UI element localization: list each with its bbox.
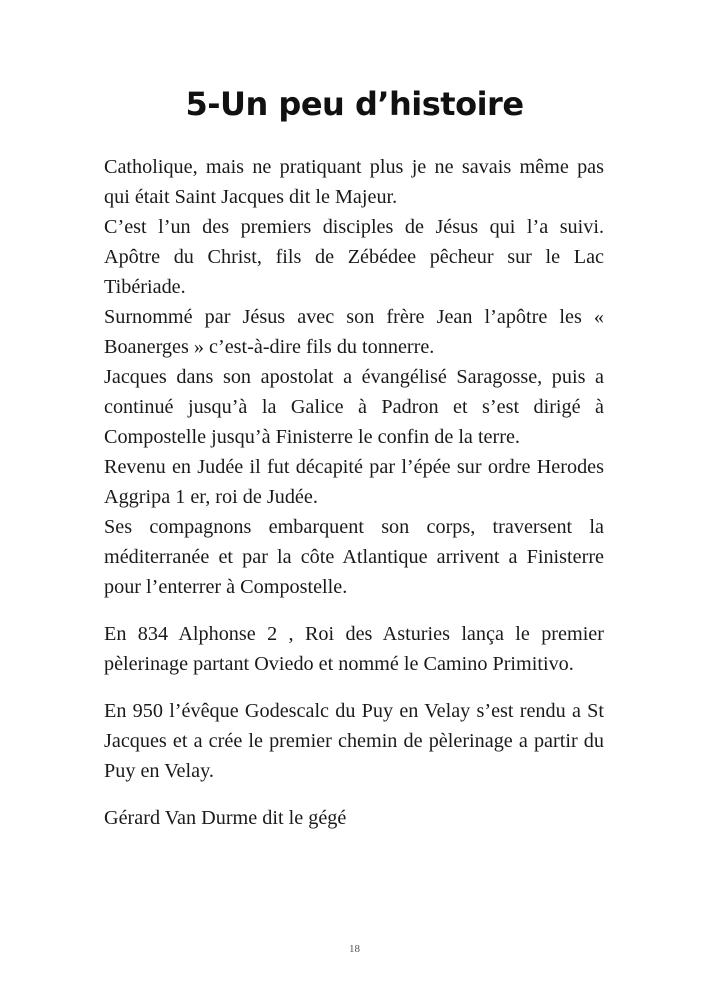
paragraph-intro: Catholique, mais ne pratiquant plus je ne savais même pas qui était Saint Jacques dit le Majeur. (104, 156, 604, 208)
paragraph-950: En 950 l’évêque Godescalc du Puy en Velay s’est rendu a St Jacques et a crée le premier chemin de pèlerinage a partir du Puy en Velay. (104, 700, 604, 782)
paragraph-apostolat: Jacques dans son apostolat a évangélisé Saragosse, puis a continué jusqu’à la Galice à Padron et s’est dirigé à Compostelle jusqu’à Finisterre le confin de la terre. (104, 366, 604, 448)
paragraph-boanerges: Surnommé par Jésus avec son frère Jean l’apôtre les « Boanerges » c’est-à-dire fils du tonnerre. (104, 306, 604, 358)
paragraph-signature: Gérard Van Durme dit le gégé (104, 807, 347, 829)
body-text (104, 152, 604, 833)
paragraph-834: En 834 Alphonse 2 , Roi des Asturies lança le premier pèlerinage partant Oviedo et nommé le Camino Primitivo. (104, 623, 604, 675)
page-number: 18 (349, 943, 360, 955)
paragraph-judee: Revenu en Judée il fut décapité par l’épée sur ordre Herodes Aggripa 1 er, roi de Judée. (104, 456, 604, 508)
page-title: 5-Un peu d’histoire (185, 85, 524, 123)
paragraph-compagnons: Ses compagnons embarquent son corps, traversent la méditerranée et par la côte Atlantique arrivent a Finisterre pour l’enterrer à Compostelle. (104, 516, 604, 598)
paragraph-disciple: C’est l’un des premiers disciples de Jésus qui l’a suivi. Apôtre du Christ, fils de Zébédee pêcheur sur le Lac Tibériade. (104, 216, 604, 298)
